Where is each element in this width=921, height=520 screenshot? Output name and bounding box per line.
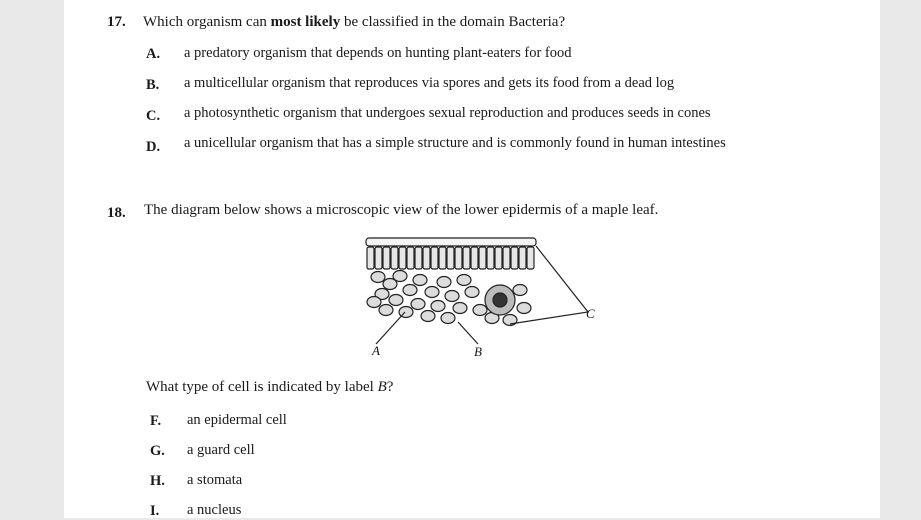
spongy-cell <box>473 305 487 316</box>
question-17-stem-end: be classified in the domain Bacteria? <box>340 14 566 30</box>
question-18-subquestion-end: ? <box>386 379 394 395</box>
palisade-cell <box>391 247 398 269</box>
question-17-stem-emphasis: most likely <box>270 14 341 30</box>
palisade-cell <box>503 247 510 269</box>
q18-option-f-letter[interactable]: F. <box>150 413 162 429</box>
spongy-cell <box>425 287 439 298</box>
spongy-cell <box>457 275 471 286</box>
spongy-cell <box>421 311 435 322</box>
pointer-a <box>376 312 405 344</box>
label-b: B <box>474 344 482 359</box>
spongy-cell <box>371 272 385 283</box>
question-18-subquestion-label: B <box>377 379 387 395</box>
q18-option-i-letter[interactable]: I. <box>150 503 160 519</box>
q17-option-b-letter[interactable]: B. <box>146 77 160 93</box>
question-17-number: 17. <box>107 14 126 30</box>
question-18-stem: The diagram below shows a microscopic view of the lower epidermis of a maple leaf. <box>144 202 659 218</box>
spongy-cell <box>453 303 467 314</box>
palisade-cell <box>399 247 406 269</box>
palisade-cell <box>407 247 414 269</box>
palisade-cell <box>471 247 478 269</box>
q17-option-d-letter[interactable]: D. <box>146 139 161 155</box>
palisade-cell <box>375 247 382 269</box>
palisade-cell <box>439 247 446 269</box>
leaf-epidermis-diagram <box>360 232 600 362</box>
palisade-cell <box>423 247 430 269</box>
q18-option-g-text[interactable]: a guard cell <box>187 442 255 458</box>
question-18-subquestion-start: What type of cell is indicated by label <box>146 379 378 395</box>
question-17-stem <box>143 14 565 31</box>
spongy-cell <box>465 287 479 298</box>
question-18-subquestion <box>146 379 393 396</box>
spongy-cell <box>441 313 455 324</box>
q18-option-h-letter[interactable]: H. <box>150 473 165 489</box>
upper-epidermis <box>366 238 536 246</box>
palisade-cell <box>367 247 374 269</box>
spongy-cell <box>513 285 527 296</box>
question-18-number: 18. <box>107 205 126 221</box>
pointer-b <box>458 322 478 344</box>
palisade-cell <box>455 247 462 269</box>
spongy-cell <box>431 301 445 312</box>
label-a: A <box>372 343 380 358</box>
spongy-cell <box>379 305 393 316</box>
q17-option-c-text[interactable]: a photosynthetic organism that undergoes sexual reproduction and produces seeds in cones <box>184 105 711 121</box>
spongy-cell <box>389 295 403 306</box>
q18-option-h-text[interactable]: a stomata <box>187 472 243 488</box>
q17-option-c-letter[interactable]: C. <box>146 108 161 124</box>
palisade-layer <box>367 247 534 269</box>
palisade-cell <box>383 247 390 269</box>
palisade-cell <box>495 247 502 269</box>
spongy-cell <box>367 297 381 308</box>
q18-option-f-text[interactable]: an epidermal cell <box>187 412 287 428</box>
q17-option-a-text[interactable]: a predatory organism that depends on hunting plant-eaters for food <box>184 45 572 61</box>
palisade-cell <box>511 247 518 269</box>
spongy-cell <box>411 299 425 310</box>
palisade-cell <box>463 247 470 269</box>
spongy-cell <box>393 271 407 282</box>
palisade-cell <box>479 247 486 269</box>
label-c: C <box>586 306 595 321</box>
q17-option-b-text[interactable]: a multicellular organism that reproduces via spores and gets its food from a dead log <box>184 75 675 91</box>
q17-option-a-letter[interactable]: A. <box>146 46 161 62</box>
palisade-cell <box>527 247 534 269</box>
palisade-cell <box>487 247 494 269</box>
spongy-cell <box>517 303 531 314</box>
q17-option-d-text[interactable]: a unicellular organism that has a simple structure and is commonly found in human intestines <box>184 135 726 151</box>
spongy-cell <box>445 291 459 302</box>
spongy-cell <box>413 275 427 286</box>
leaf-cross-section-illustration <box>360 232 600 362</box>
palisade-cell <box>431 247 438 269</box>
palisade-cell <box>415 247 422 269</box>
q18-option-g-letter[interactable]: G. <box>150 443 165 459</box>
spongy-cell <box>437 277 451 288</box>
q18-option-i-text[interactable]: a nucleus <box>187 502 242 518</box>
spongy-cell <box>403 285 417 296</box>
question-17-stem-start: Which organism can <box>143 14 271 30</box>
palisade-cell <box>519 247 526 269</box>
palisade-cell <box>447 247 454 269</box>
